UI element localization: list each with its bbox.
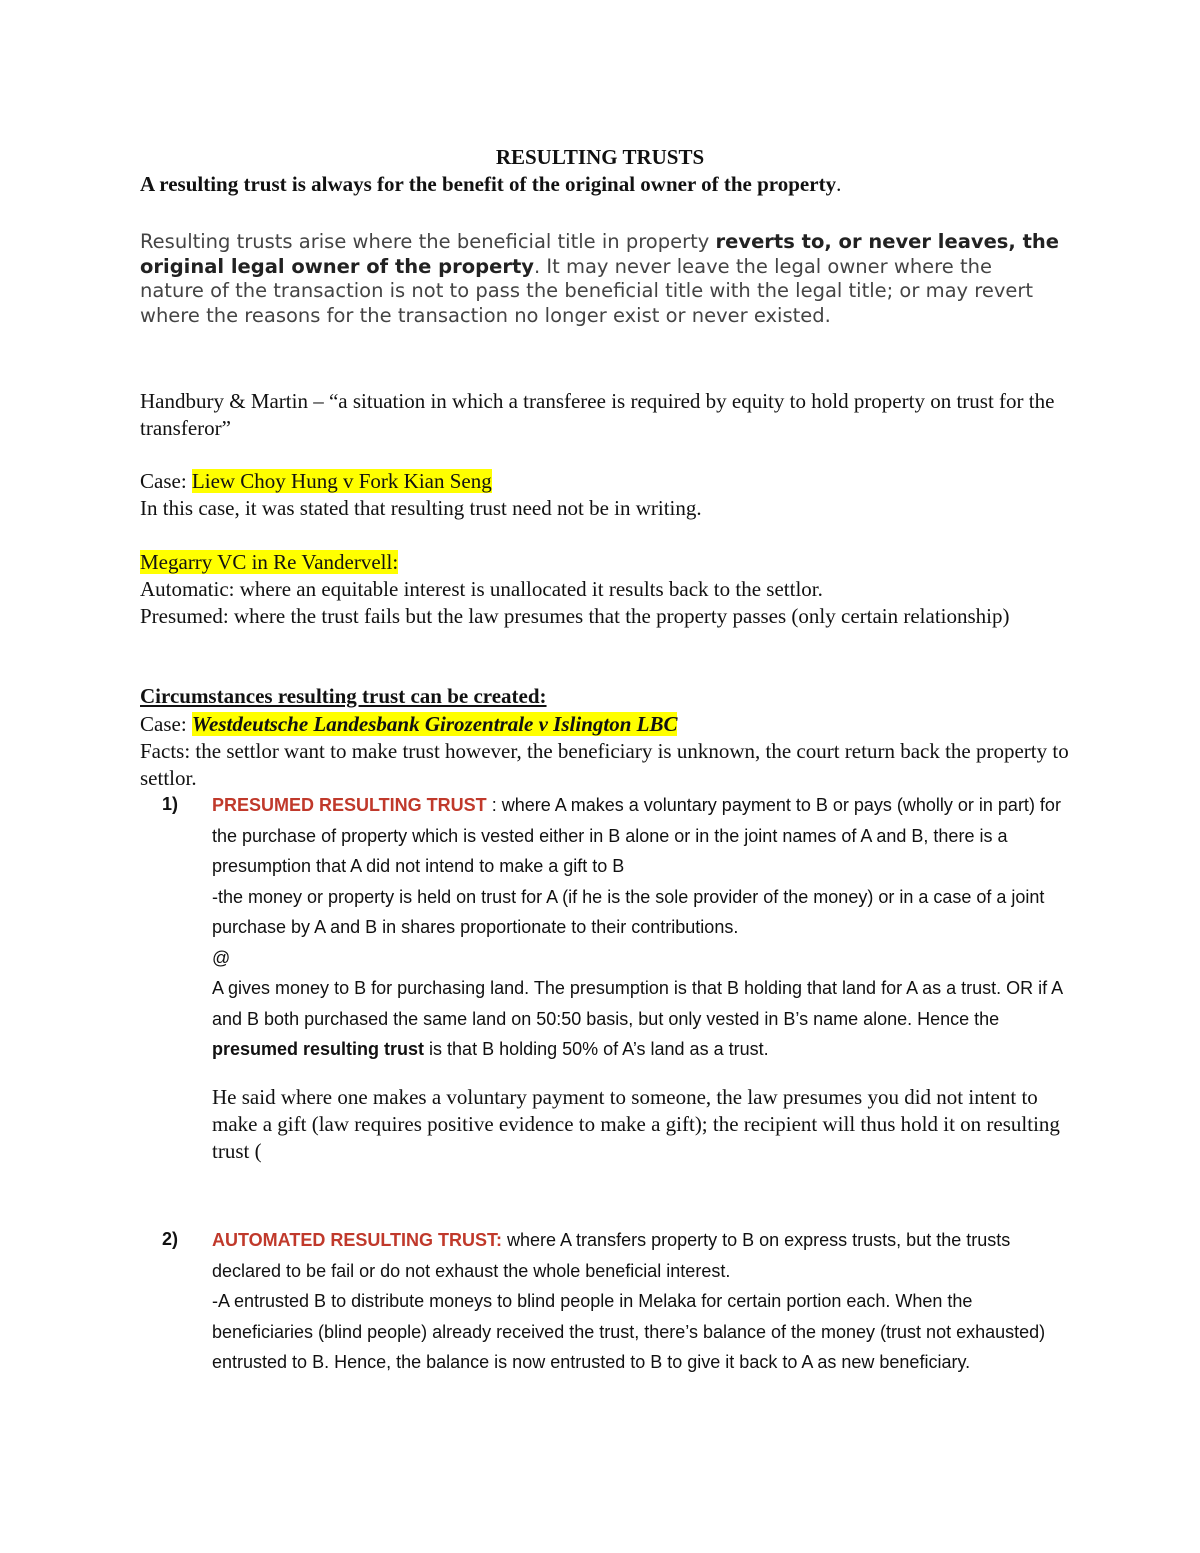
list-number-1: 1) xyxy=(162,794,179,814)
case-name-highlight: Liew Choy Hung v Fork Kian Seng xyxy=(191,469,492,493)
automated-definition-text xyxy=(212,1225,1072,1286)
he-said-paragraph: He said where one makes a voluntary payment to someone, the law presumes you did not intent to make a gift (law requires positive evidence to make a gift); the recipient will thus hold it on resulting trust ( xyxy=(212,1085,1060,1163)
document-title: RESULTING TRUSTS xyxy=(495,145,705,169)
circumstances-heading: Circumstances resulting trust can be created: xyxy=(140,684,547,708)
presumed-text: : where A makes a voluntary payment to B or pays (wholly or in part) for the purchase of property which is vested either in B alone or in the joint names of A and B, there is a presumption that A did not intend to make a gift to B xyxy=(212,795,1061,876)
intro-text-1: Resulting trusts arise where the beneficial title in property xyxy=(140,230,716,253)
intro-paragraph xyxy=(140,230,1060,328)
presumed-definition-text xyxy=(212,790,1072,882)
case-label: Case: xyxy=(140,469,192,493)
megarry-heading xyxy=(140,549,398,576)
presumed-joint-text: -the money or property is held on trust for A (if he is the sole provider of the money) or in a case of a joint purchase by A and B in shares proportionate to their contributions. xyxy=(212,886,1045,937)
presumed-label: PRESUMED RESULTING TRUST xyxy=(212,795,487,815)
list-item-presumed xyxy=(212,790,1072,1065)
case-westdeutsche-line xyxy=(140,711,677,738)
automatic-definition: Automatic: where an equitable interest is unallocated it results back to the settlor. xyxy=(140,577,823,601)
presumed-example xyxy=(212,973,1072,1065)
handbury-quote: Handbury & Martin – “a situation in which a transferee is required by equity to hold property on trust for the transferor” xyxy=(140,389,1055,440)
list-number-2: 2) xyxy=(162,1229,179,1249)
intro-text-2: . It may never leave the legal owner where the nature of the transaction is not to pass the beneficial title with the legal title; or may revert where the reasons for the transaction no longer exist or never existed. xyxy=(140,254,1034,327)
subtitle-period: . xyxy=(836,172,842,196)
automated-text: where A transfers property to B on express trusts, but the trusts declared to be fail or do not exhaust the whole beneficial interest. xyxy=(212,1230,1011,1281)
automated-example: -A entrusted B to distribute moneys to blind people in Melaka for certain portion each. When the beneficiaries (blind people) already received the trust, there’s balance of the money (trust not exhausted) entrusted to B. Hence, the balance is now entrusted to B to give it back to A as new beneficiary. xyxy=(212,1291,1046,1372)
case-name-highlight: Westdeutsche Landesbank Girozentrale v Islington LBC xyxy=(191,712,678,736)
at-symbol: @ xyxy=(212,947,231,968)
example-text-1: A gives money to B for purchasing land. The presumption is that B holding that land for A as a trust. OR if A and B both purchased the same land on 50:50 basis, but only vested in B’s name alone. Hence the xyxy=(212,978,1063,1029)
presumed-definition: Presumed: where the trust fails but the law presumes that the property passes (only certain relationship) xyxy=(140,604,1010,628)
subtitle-text: A resulting trust is always for the benefit of the original owner of the property xyxy=(140,172,837,196)
document-subtitle xyxy=(140,172,841,197)
example-bold: presumed resulting trust xyxy=(212,1039,425,1059)
case-liew-description: In this case, it was stated that resulting trust need not be in writing. xyxy=(140,496,702,520)
case-label: Case: xyxy=(140,712,192,736)
megarry-heading-highlight: Megarry VC in Re Vandervell: xyxy=(140,550,399,574)
automated-label: AUTOMATED RESULTING TRUST: xyxy=(212,1230,502,1250)
example-text-2: is that B holding 50% of A’s land as a trust. xyxy=(424,1039,769,1059)
list-item-automated xyxy=(212,1225,1072,1378)
intro-bold-text: reverts to, or never leaves, the original legal owner of the property xyxy=(140,230,1060,278)
case-liew-line xyxy=(140,468,492,495)
facts-paragraph: Facts: the settlor want to make trust however, the beneficiary is unknown, the court return back the property to settlor. xyxy=(140,739,1069,790)
